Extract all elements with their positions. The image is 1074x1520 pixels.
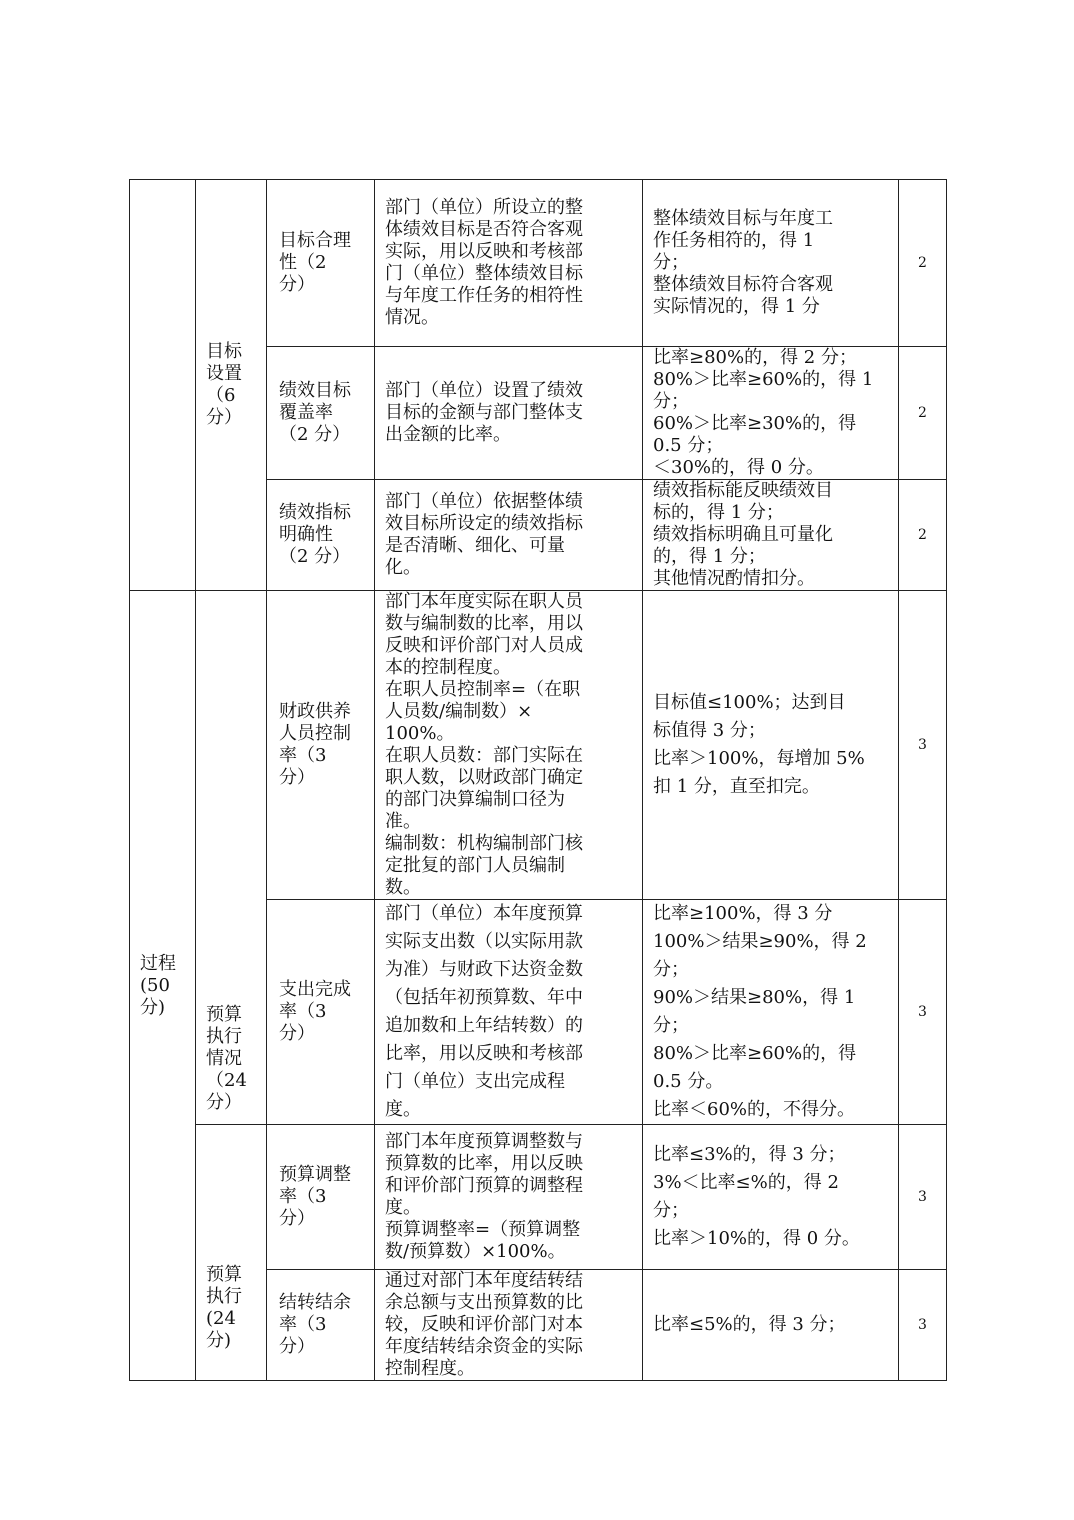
level1-process: 过程 (50 分) [130, 591, 196, 1381]
table-row [130, 591, 947, 900]
indicator-cell: 目标合理 性（2 分） [267, 180, 375, 347]
description-cell: 部门（单位）依据整体绩 效目标所设定的绩效指标 是否清晰、细化、可量 化。 [375, 480, 643, 591]
criteria-cell: 比率≤5%的，得 3 分； [643, 1270, 899, 1381]
indicator-cell: 绩效指标 明确性 （2 分） [267, 480, 375, 591]
score-cell: 3 [899, 1270, 947, 1381]
criteria-cell: 比率≤3%的，得 3 分； 3%＜比率≤%的，得 2 分； 比率＞10%的，得 0 分。 [643, 1125, 899, 1270]
level2-budget-execution-continued: 预算 执行 (24 分) [196, 1125, 267, 1381]
description-cell: 部门本年度实际在职人员 数与编制数的比率，用以 反映和评价部门对人员成 本的控制程度。 在职人员控制率=（在职 人员数/编制数）× 100%。 在职人员数：部门实际在 职人数，以财政部门确定 的部门决算编制口径为 准。 编制数：机构编制部门核 定批复的部门人员编制 数。 [375, 591, 643, 900]
table-row [130, 1125, 947, 1270]
table-row [130, 180, 947, 347]
score-cell: 2 [899, 180, 947, 347]
criteria-cell: 目标值≤100%；达到目 标值得 3 分； 比率＞100%，每增加 5% 扣 1 分，直至扣完。 [643, 591, 899, 900]
indicator-cell: 结转结余 率（3 分） [267, 1270, 375, 1381]
criteria-cell: 绩效指标能反映绩效目 标的，得 1 分； 绩效指标明确且可量化 的，得 1 分； 其他情况酌情扣分。 [643, 480, 899, 591]
score-cell: 2 [899, 347, 947, 480]
evaluation-table [129, 179, 947, 1381]
level2-budget-execution: 预算 执行 情况 （24 分） [196, 591, 267, 1125]
indicator-cell: 预算调整 率（3 分） [267, 1125, 375, 1270]
score-cell: 3 [899, 1125, 947, 1270]
level2-target-setting: 目标 设置 （6 分） [196, 180, 267, 591]
criteria-cell: 整体绩效目标与年度工 作任务相符的，得 1 分； 整体绩效目标符合客观 实际情况的，得 1 分 [643, 180, 899, 347]
level1-cell-empty [130, 180, 196, 591]
description-cell: 部门本年度预算调整数与 预算数的比率，用以反映 和评价部门预算的调整程 度。 预算调整率=（预算调整 数/预算数）×100%。 [375, 1125, 643, 1270]
score-cell: 2 [899, 480, 947, 591]
score-cell: 3 [899, 591, 947, 900]
description-cell: 通过对部门本年度结转结 余总额与支出预算数的比 较，反映和评价部门对本 年度结转结余资金的实际 控制程度。 [375, 1270, 643, 1381]
criteria-cell: 比率≥80%的，得 2 分； 80%＞比率≥60%的，得 1 分； 60%＞比率≥30%的，得 0.5 分； ＜30%的，得 0 分。 [643, 347, 899, 480]
description-cell: 部门（单位）所设立的整 体绩效目标是否符合客观 实际，用以反映和考核部 门（单位）整体绩效目标 与年度工作任务的相符性 情况。 [375, 180, 643, 347]
indicator-cell: 绩效目标 覆盖率 （2 分） [267, 347, 375, 480]
score-cell: 3 [899, 900, 947, 1125]
criteria-cell: 比率≥100%，得 3 分 100%＞结果≥90%，得 2 分； 90%＞结果≥80%，得 1 分； 80%＞比率≥60%的，得 0.5 分。 比率＜60%的，不得分。 [643, 900, 899, 1125]
indicator-cell: 支出完成 率（3 分） [267, 900, 375, 1125]
indicator-cell: 财政供养 人员控制 率（3 分） [267, 591, 375, 900]
description-cell: 部门（单位）本年度预算 实际支出数（以实际用款 为准）与财政下达资金数 （包括年初预算数、年中 追加数和上年结转数）的 比率，用以反映和考核部 门（单位）支出完成程 度。 [375, 900, 643, 1125]
description-cell: 部门（单位）设置了绩效 目标的金额与部门整体支 出金额的比率。 [375, 347, 643, 480]
